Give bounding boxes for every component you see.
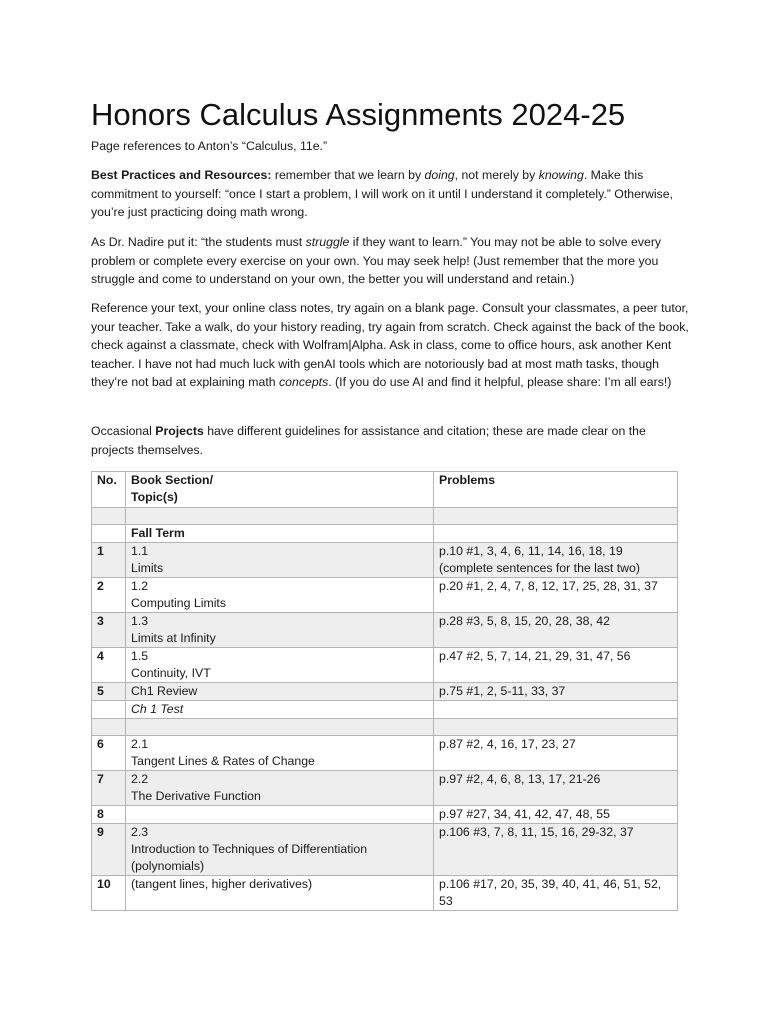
best-practices-text: . Make this commitment to yourself: “once I start a problem, I will work on it until I understand it completely.” Otherwise, you’re just practicing doing math wrong. xyxy=(91,168,674,219)
section-number: 1.1 xyxy=(131,544,149,558)
row-section xyxy=(126,543,434,578)
header-no: No. xyxy=(92,472,126,508)
reference-text: Reference your text, your online class notes, try again on a blank page. Consult your classmates, a peer tutor, your teacher. Take a walk, do your history reading, try again from scratch. Check against the back of the book, check against a classmate, check with Wolfram|Alpha. Ask in class, come to office hours, ask another Kent teacher. I have not had much luck with genAI tools which are notoriously bad at most math tasks, though they’re not bad at explaining math xyxy=(91,301,689,389)
table-row-spacer xyxy=(92,508,678,525)
row-section xyxy=(126,578,434,613)
best-practices-paragraph xyxy=(91,166,691,222)
section-number: 2.3 xyxy=(131,825,149,839)
section-number: 1.3 xyxy=(131,614,149,628)
table-row xyxy=(92,771,678,806)
problems-text-continued: 53 xyxy=(439,894,453,908)
section-topic: Continuity, IVT xyxy=(131,666,211,680)
row-section: (tangent lines, higher derivatives) xyxy=(126,876,434,911)
table-row xyxy=(92,578,678,613)
row-section xyxy=(126,771,434,806)
emphasis-doing: doing xyxy=(424,168,455,182)
section-topic-continued: (polynomials) xyxy=(131,859,205,873)
header-topics-line2: Topic(s) xyxy=(131,490,178,504)
row-section: Ch1 Review xyxy=(126,683,434,701)
row-problems xyxy=(434,543,678,578)
table-row-test xyxy=(92,701,678,719)
row-problems: p.87 #2, 4, 16, 17, 23, 27 xyxy=(434,736,678,771)
row-problems: p.20 #1, 2, 4, 7, 8, 12, 17, 25, 28, 31, 37 xyxy=(434,578,678,613)
section-topic: Limits xyxy=(131,561,164,575)
row-section xyxy=(126,736,434,771)
row-number: 2 xyxy=(92,578,126,613)
table-row-term xyxy=(92,525,678,543)
row-number: 10 xyxy=(92,876,126,911)
table-row xyxy=(92,824,678,876)
section-topic: Limits at Infinity xyxy=(131,631,216,645)
best-practices-text: , not merely by xyxy=(454,168,539,182)
section-topic: Introduction to Techniques of Differentiation xyxy=(131,842,368,856)
row-problems: p.97 #27, 34, 41, 42, 47, 48, 55 xyxy=(434,806,678,824)
best-practices-label: Best Practices and Resources: xyxy=(91,168,272,182)
struggle-paragraph xyxy=(91,233,691,289)
test-label: Ch 1 Test xyxy=(126,701,434,719)
table-header-row xyxy=(92,472,678,508)
table-row xyxy=(92,543,678,578)
table-row xyxy=(92,613,678,648)
row-problems: p.75 #1, 2, 5-11, 33, 37 xyxy=(434,683,678,701)
projects-text: have different guidelines for assistance and citation; these are made clear on the projects themselves. xyxy=(91,424,646,457)
table-row xyxy=(92,683,678,701)
section-number: 2.1 xyxy=(131,737,149,751)
section-topic: Computing Limits xyxy=(131,596,226,610)
projects-label: Projects xyxy=(155,424,204,438)
section-topic: The Derivative Function xyxy=(131,789,261,803)
projects-paragraph xyxy=(91,422,691,459)
best-practices-text: remember that we learn by xyxy=(271,168,425,182)
row-section xyxy=(126,824,434,876)
table-row xyxy=(92,648,678,683)
row-number: 3 xyxy=(92,613,126,648)
section-number: 2.2 xyxy=(131,772,149,786)
term-label: Fall Term xyxy=(126,525,434,543)
row-problems: p.97 #2, 4, 6, 8, 13, 17, 21-26 xyxy=(434,771,678,806)
row-section xyxy=(126,613,434,648)
page-title: Honors Calculus Assignments 2024-25 xyxy=(91,97,626,132)
problems-text: p.10 #1, 3, 4, 6, 11, 14, 16, 18, 19 xyxy=(439,544,623,558)
emphasis-knowing: knowing xyxy=(538,168,584,182)
emphasis-struggle: struggle xyxy=(305,235,350,249)
reference-paragraph xyxy=(91,299,691,392)
table-row xyxy=(92,806,678,824)
row-number: 1 xyxy=(92,543,126,578)
header-book-section-line1: Book Section/ xyxy=(131,473,213,487)
header-problems: Problems xyxy=(434,472,678,508)
header-book-section xyxy=(126,472,434,508)
page-references-note: Page references to Anton’s “Calculus, 11e.” xyxy=(91,139,328,153)
section-number: 1.2 xyxy=(131,579,149,593)
struggle-text: if they want to learn.” You may not be able to solve every problem or complete every exercise on your own. You may seek help! (Just remember that the more you struggle and come to understand on your own, the better you will understand and retain.) xyxy=(91,235,662,286)
table-row xyxy=(92,736,678,771)
row-section xyxy=(126,806,434,824)
struggle-text: As Dr. Nadire put it: “the students must xyxy=(91,235,306,249)
projects-text: Occasional xyxy=(91,424,156,438)
emphasis-concepts: concepts xyxy=(279,375,329,389)
section-topic: Tangent Lines & Rates of Change xyxy=(131,754,315,768)
row-number: 6 xyxy=(92,736,126,771)
row-number: 9 xyxy=(92,824,126,876)
row-number: 7 xyxy=(92,771,126,806)
table-row xyxy=(92,876,678,911)
row-problems: p.106 #3, 7, 8, 11, 15, 16, 29-32, 37 xyxy=(434,824,678,876)
problems-text: p.106 #17, 20, 35, 39, 40, 41, 46, 51, 52, xyxy=(439,877,662,891)
row-problems: p.47 #2, 5, 7, 14, 21, 29, 31, 47, 56 xyxy=(434,648,678,683)
row-number: 4 xyxy=(92,648,126,683)
row-problems: p.28 #3, 5, 8, 15, 20, 28, 38, 42 xyxy=(434,613,678,648)
row-problems xyxy=(434,876,678,911)
row-number: 8 xyxy=(92,806,126,824)
reference-text: . (If you do use AI and find it helpful, please share: I’m all ears!) xyxy=(328,375,672,389)
section-number: 1.5 xyxy=(131,649,149,663)
row-number: 5 xyxy=(92,683,126,701)
row-section xyxy=(126,648,434,683)
problems-note: (complete sentences for the last two) xyxy=(439,561,640,575)
assignments-table xyxy=(91,471,678,911)
table-row-spacer xyxy=(92,719,678,736)
